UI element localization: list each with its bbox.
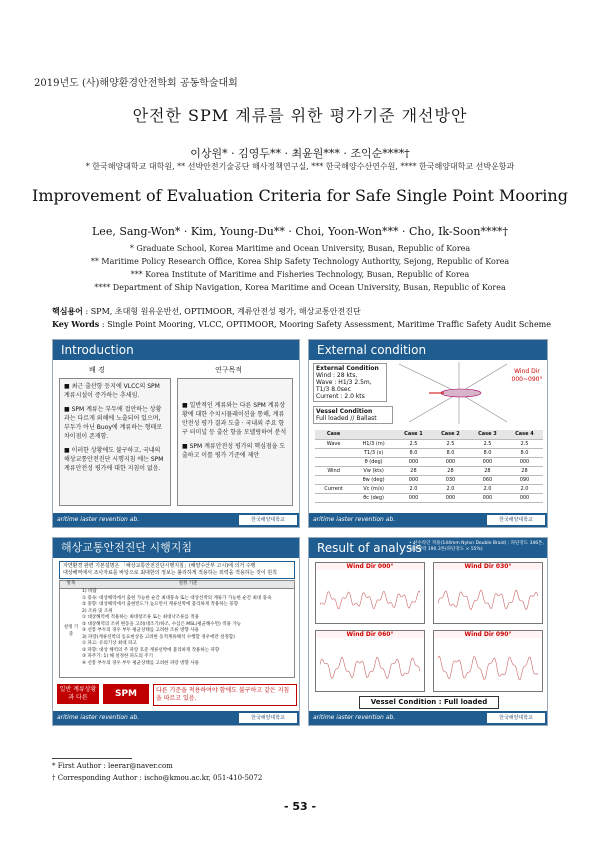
result-title: Result of analysis	[309, 538, 547, 558]
background-item: ■ 이러한 상황에도 불구하고, 국내의 해상교통안전진단 시행지침 에는 SPM 계류안전성 평가에 대한 지침이 없음.	[64, 446, 166, 473]
case-table-cell: 28	[469, 466, 506, 475]
header-cell: Case	[315, 430, 352, 439]
audit-banner	[53, 682, 300, 710]
case-table-cell	[315, 457, 352, 466]
plot-label: Wind Dir 090°	[434, 631, 542, 638]
audit-line: ③ 파주기: 1) 해 설정한 파도의 주기	[82, 654, 153, 659]
background-item: ■ SPM 계류는 부두에 접안하는 상황과는 다르게 외해에 노출되어 있으며, 부두가 아닌 Buoy에 계류하는 형태로 차이점이 존재함.	[64, 405, 166, 441]
plot-wind-030	[433, 562, 543, 624]
panel-footer	[309, 711, 547, 725]
audit-bullet: 자연환경 관련 기본설명은 「해상교통안전진단시행지침」(해양수산부 고시)에 의거 수행	[63, 563, 256, 569]
case-table-cell: 2.5	[506, 439, 543, 448]
case-table-cell: 060	[469, 475, 506, 484]
audit-line: ① 풍속: 대상해역에서 출현 가능한 순간 최대풍속 또는 대상선박의 계류가 가능한 순간 최대 풍속	[82, 595, 272, 601]
panel-footer	[53, 513, 299, 527]
result-panel	[308, 537, 548, 726]
case-table-cell: 000	[506, 457, 543, 466]
condition-line: T1/3 8.0sec	[316, 386, 351, 393]
case-table-cell	[315, 493, 352, 502]
keywords-korean	[52, 306, 361, 317]
tension-line	[320, 657, 420, 679]
case-table-cell: 2.5	[395, 439, 432, 448]
audit-scheme-panel	[52, 537, 300, 726]
case-table	[315, 430, 543, 503]
university-logo: 한국해양대학교	[239, 713, 297, 723]
external-condition-panel	[308, 339, 548, 528]
case-table-row	[315, 448, 543, 457]
footer-text: aritime iaster revention ab.	[313, 516, 396, 523]
panel-footer	[53, 711, 299, 725]
plot-wind-000	[315, 562, 425, 624]
tension-line	[438, 656, 538, 680]
plot-label: Wind Dir 000°	[316, 563, 424, 570]
case-table-cell: 000	[432, 457, 469, 466]
affiliation-english-1: * Graduate School, Korea Maritime and Ocean University, Busan, Republic of Korea	[129, 244, 471, 253]
page-number: - 53 -	[283, 800, 317, 813]
vessel-condition-box	[313, 406, 393, 424]
affiliation-english-2: ** Maritime Policy Research Office, Korea Ship Safety Technology Authority, Sejong, Republic of Korea	[90, 257, 510, 266]
audit-line: ② 풍향: 대상해역에서 출현빈도가 높으면서 계류선박에 불리하게 작용하는 풍향	[82, 602, 239, 607]
case-table-cell: 8.0	[432, 448, 469, 457]
title-korean: 안전한 SPM 계류를 위한 평가기준 개선방안	[132, 106, 468, 125]
header-cell: Case 2	[432, 430, 469, 439]
case-table-cell: 000	[469, 493, 506, 502]
tension-line	[320, 591, 420, 609]
introduction-title: Introduction	[53, 340, 299, 360]
wind-direction-diagram	[389, 362, 509, 424]
case-table-cell: Vw (kts)	[352, 466, 395, 475]
tension-plot	[434, 572, 542, 624]
introduction-panel	[52, 339, 300, 528]
title-english: Improvement of Evaluation Criteria for Safe Single Point Mooring	[32, 186, 568, 205]
case-table-row	[315, 466, 543, 475]
case-table-cell	[315, 475, 352, 484]
header-cell: Case 3	[469, 430, 506, 439]
tension-line	[438, 590, 538, 610]
purpose-box	[177, 378, 293, 506]
audit-line: ③ 선봉 부두의 경우 부두 평균상태를 고려한 조류 방향 사용	[82, 628, 199, 633]
case-table-cell: 000	[395, 493, 432, 502]
keywords-english-label: Key Words	[52, 319, 100, 329]
audit-line: ① 파고: 유의기상 최대 파고	[82, 641, 137, 646]
footer-text: aritime iaster revention ab.	[57, 714, 140, 721]
background-item: ■ 최근 출산항 등지에 VLCC의 SPM 계류시설이 증가하는 추세임.	[64, 382, 166, 400]
footer-text: aritime iaster revention ab.	[313, 714, 396, 721]
audit-header-cell: 항목	[66, 581, 76, 586]
case-table-cell: 2.0	[506, 484, 543, 493]
case-table-cell: θw (deg)	[352, 475, 395, 484]
banner-right: 다른 기준을 적용하여야 함에도 불구하고 같은 지침을 따르고 있음.	[153, 684, 297, 706]
case-table-cell: 090	[506, 475, 543, 484]
university-logo: 한국해양대학교	[239, 515, 297, 525]
header-cell: Case 4	[506, 430, 543, 439]
audit-line: 1) 바람	[82, 589, 97, 594]
case-table-row	[315, 484, 543, 493]
purpose-heading: 연구목적	[215, 366, 243, 374]
authors-english: Lee, Sang-Won* · Kim, Young-Du** · Choi, Yoon-Won*** · Cho, Ik-Soon****†	[92, 225, 508, 238]
case-table-cell: 000	[395, 457, 432, 466]
case-table-cell: 000	[395, 475, 432, 484]
purpose-item: ■ SPM 계류안전성 평가의 핵심점을 도출하고 이를 평가 기준에 제안	[182, 442, 288, 460]
case-table-cell: Vc (m/s)	[352, 484, 395, 493]
external-condition-box	[313, 363, 387, 402]
case-table-cell	[315, 448, 352, 457]
tension-plot	[316, 572, 424, 624]
audit-header-cell: 설정 기준	[178, 581, 198, 586]
case-table-cell: 030	[432, 475, 469, 484]
vessel-condition-label: Vessel Condition : Full loaded	[359, 696, 499, 709]
university-logo: 한국해양대학교	[487, 713, 545, 723]
external-condition-heading: External Condition	[316, 365, 379, 372]
affiliations-korean: * 한국해양대학교 대학원, ** 선박안전기술공단 해사정책연구실, *** 한국해양수산연수원, **** 한국해양대학교 선박운항과	[85, 162, 515, 171]
case-table-cell: 000	[506, 493, 543, 502]
audit-bullet: 대상해역에서 조사자료를 바탕으로 최대한의 정보는 불리하게 적용하는 외력을 적용하는 것이 원칙	[63, 570, 277, 576]
audit-line: 2) 조류 및 조위	[82, 608, 113, 614]
affiliation-english-3: *** Korea Institute of Maritime and Fisheries Technology, Busan, Republic of Korea	[130, 270, 470, 279]
direction-line	[459, 364, 507, 393]
plot-wind-090	[433, 630, 543, 692]
audit-line: ② 대상해역의 조위 변동을 고려(대조기/하조, 수심은 MSL(평균해수면) 적용 가능	[82, 621, 241, 627]
header-cell	[352, 430, 395, 439]
audit-table-header	[60, 581, 294, 589]
case-table-row	[315, 439, 543, 448]
case-table-cell: H1/3 (m)	[352, 439, 395, 448]
case-table-cell: 28	[395, 466, 432, 475]
audit-line: ② 파향: 대상 해역의 주 파랑 호준 계류선박에 불리하게 작용하는 파향	[82, 647, 220, 653]
authors-korean: 이상원* · 김영두** · 최윤원*** · 조익순****†	[190, 147, 410, 160]
audit-scheme-title: 해상교통안전진단 시행지침	[53, 538, 299, 558]
wind-dir-range: 000~090°	[511, 376, 543, 383]
case-table-row	[315, 457, 543, 466]
panel-footer	[309, 513, 547, 527]
banner-left: 일반 계류상황과 다른	[57, 684, 99, 704]
plot-wind-060	[315, 630, 425, 692]
case-table-cell: 2.5	[469, 439, 506, 448]
case-table-cell: Current	[315, 484, 352, 493]
case-table-cell: 8.0	[469, 448, 506, 457]
university-logo: 한국해양대학교	[487, 515, 545, 525]
wind-dir-box	[509, 368, 545, 388]
background-heading: 배 경	[89, 366, 105, 374]
vessel-condition-heading: Vessel Condition	[316, 408, 373, 415]
external-condition-title: External condition	[309, 340, 547, 360]
direction-line	[409, 393, 459, 422]
wind-dir-label: Wind Dir	[514, 368, 540, 375]
tension-plot	[434, 640, 542, 692]
plot-label: Wind Dir 060°	[316, 631, 424, 638]
case-table-cell: Wind	[315, 466, 352, 475]
case-table-cell: θc (deg)	[352, 493, 395, 502]
footnote-corresponding-author: † Corresponding Author : ischo@kmou.ac.kr, 051-410-5072	[52, 774, 263, 782]
footnote-divider	[52, 758, 132, 759]
case-table-cell: θ (deg)	[352, 457, 395, 466]
condition-line: Current : 2.0 kts	[316, 393, 365, 400]
case-table-cell: 2.0	[432, 484, 469, 493]
conference-header: 2019년도 (사)해양환경안전학회 공동학술대회	[34, 78, 238, 89]
keywords-korean-text: : SPM, 초대형 원유운반선, OPTIMOOR, 계류안전성 평가, 해상교통안전진단	[82, 307, 361, 316]
banner-spm: SPM	[103, 684, 149, 704]
case-table-cell: 28	[506, 466, 543, 475]
result-note: • 선수라인 적용(144mm Nylon Double Braid) : 파단강도 346톤, 허용장력 190.3톤(파단강도 × 55%)	[409, 541, 544, 552]
audit-table	[59, 580, 295, 678]
keywords-english-text: : Single Point Mooring, VLCC, OPTIMOOR, Mooring Safety Assessment, Maritime Traffic Safety Audit Scheme	[99, 320, 551, 329]
affiliation-english-4: **** Department of Ship Navigation, Korea Maritime and Ocean University, Busan, Republic of Korea	[94, 283, 506, 292]
audit-line: ① 대상해역에 적용하는 최대창조류 또는 최대낙조류를 적용	[82, 615, 199, 620]
direction-line	[399, 364, 459, 393]
background-box	[59, 378, 171, 506]
keywords-korean-label: 핵심용어	[52, 306, 83, 316]
vessel-condition-value: Full loaded // Ballast	[316, 415, 377, 422]
audit-row-label: 설정 기준	[63, 625, 79, 637]
keywords-english	[52, 319, 551, 329]
purpose-item: ■ 일반적인 계류와는 다른 SPM 계류상황에 대한 수치시뮬레이션을 통해, 계류안전성 평가 결과 도출 · 국내외 주요 항구 터미널 등 출산 항을 모델링하여 분석	[182, 401, 288, 437]
case-table-cell: 8.0	[506, 448, 543, 457]
case-table-header	[315, 430, 543, 439]
vessel-shape	[441, 389, 481, 397]
footnote-first-author: * First Author : leerar@naver.com	[52, 762, 173, 770]
case-table-cell: 8.0	[395, 448, 432, 457]
case-table-cell: 2.5	[432, 439, 469, 448]
condition-line: Wave : H1/3 2.5m,	[316, 379, 372, 386]
case-table-cell: 2.0	[469, 484, 506, 493]
audit-line: 3) 파랑(계류선박의 동요현상을 고려한 동적계류해석 수행할 경우에만 설정함)	[82, 634, 235, 640]
header-cell: Case 1	[395, 430, 432, 439]
plot-label: Wind Dir 030°	[434, 563, 542, 570]
case-table-cell: 000	[469, 457, 506, 466]
footer-text: aritime iaster revention ab.	[57, 516, 140, 523]
case-table-cell: 000	[432, 493, 469, 502]
audit-lines	[82, 589, 292, 667]
condition-line: Wind : 28 kts,	[316, 372, 358, 379]
case-table-cell: Wave	[315, 439, 352, 448]
direction-line	[459, 393, 507, 422]
tension-plot	[316, 640, 424, 692]
case-table-cell: 28	[432, 466, 469, 475]
case-table-cell: T1/3 (s)	[352, 448, 395, 457]
audit-line: ④ 선봉 부두의 경우 부두 평균상태를 고려한 파랑 방향 사용	[82, 660, 199, 666]
audit-bullets	[59, 561, 295, 579]
case-table-row	[315, 475, 543, 484]
case-table-cell: 2.0	[395, 484, 432, 493]
case-table-row	[315, 493, 543, 502]
